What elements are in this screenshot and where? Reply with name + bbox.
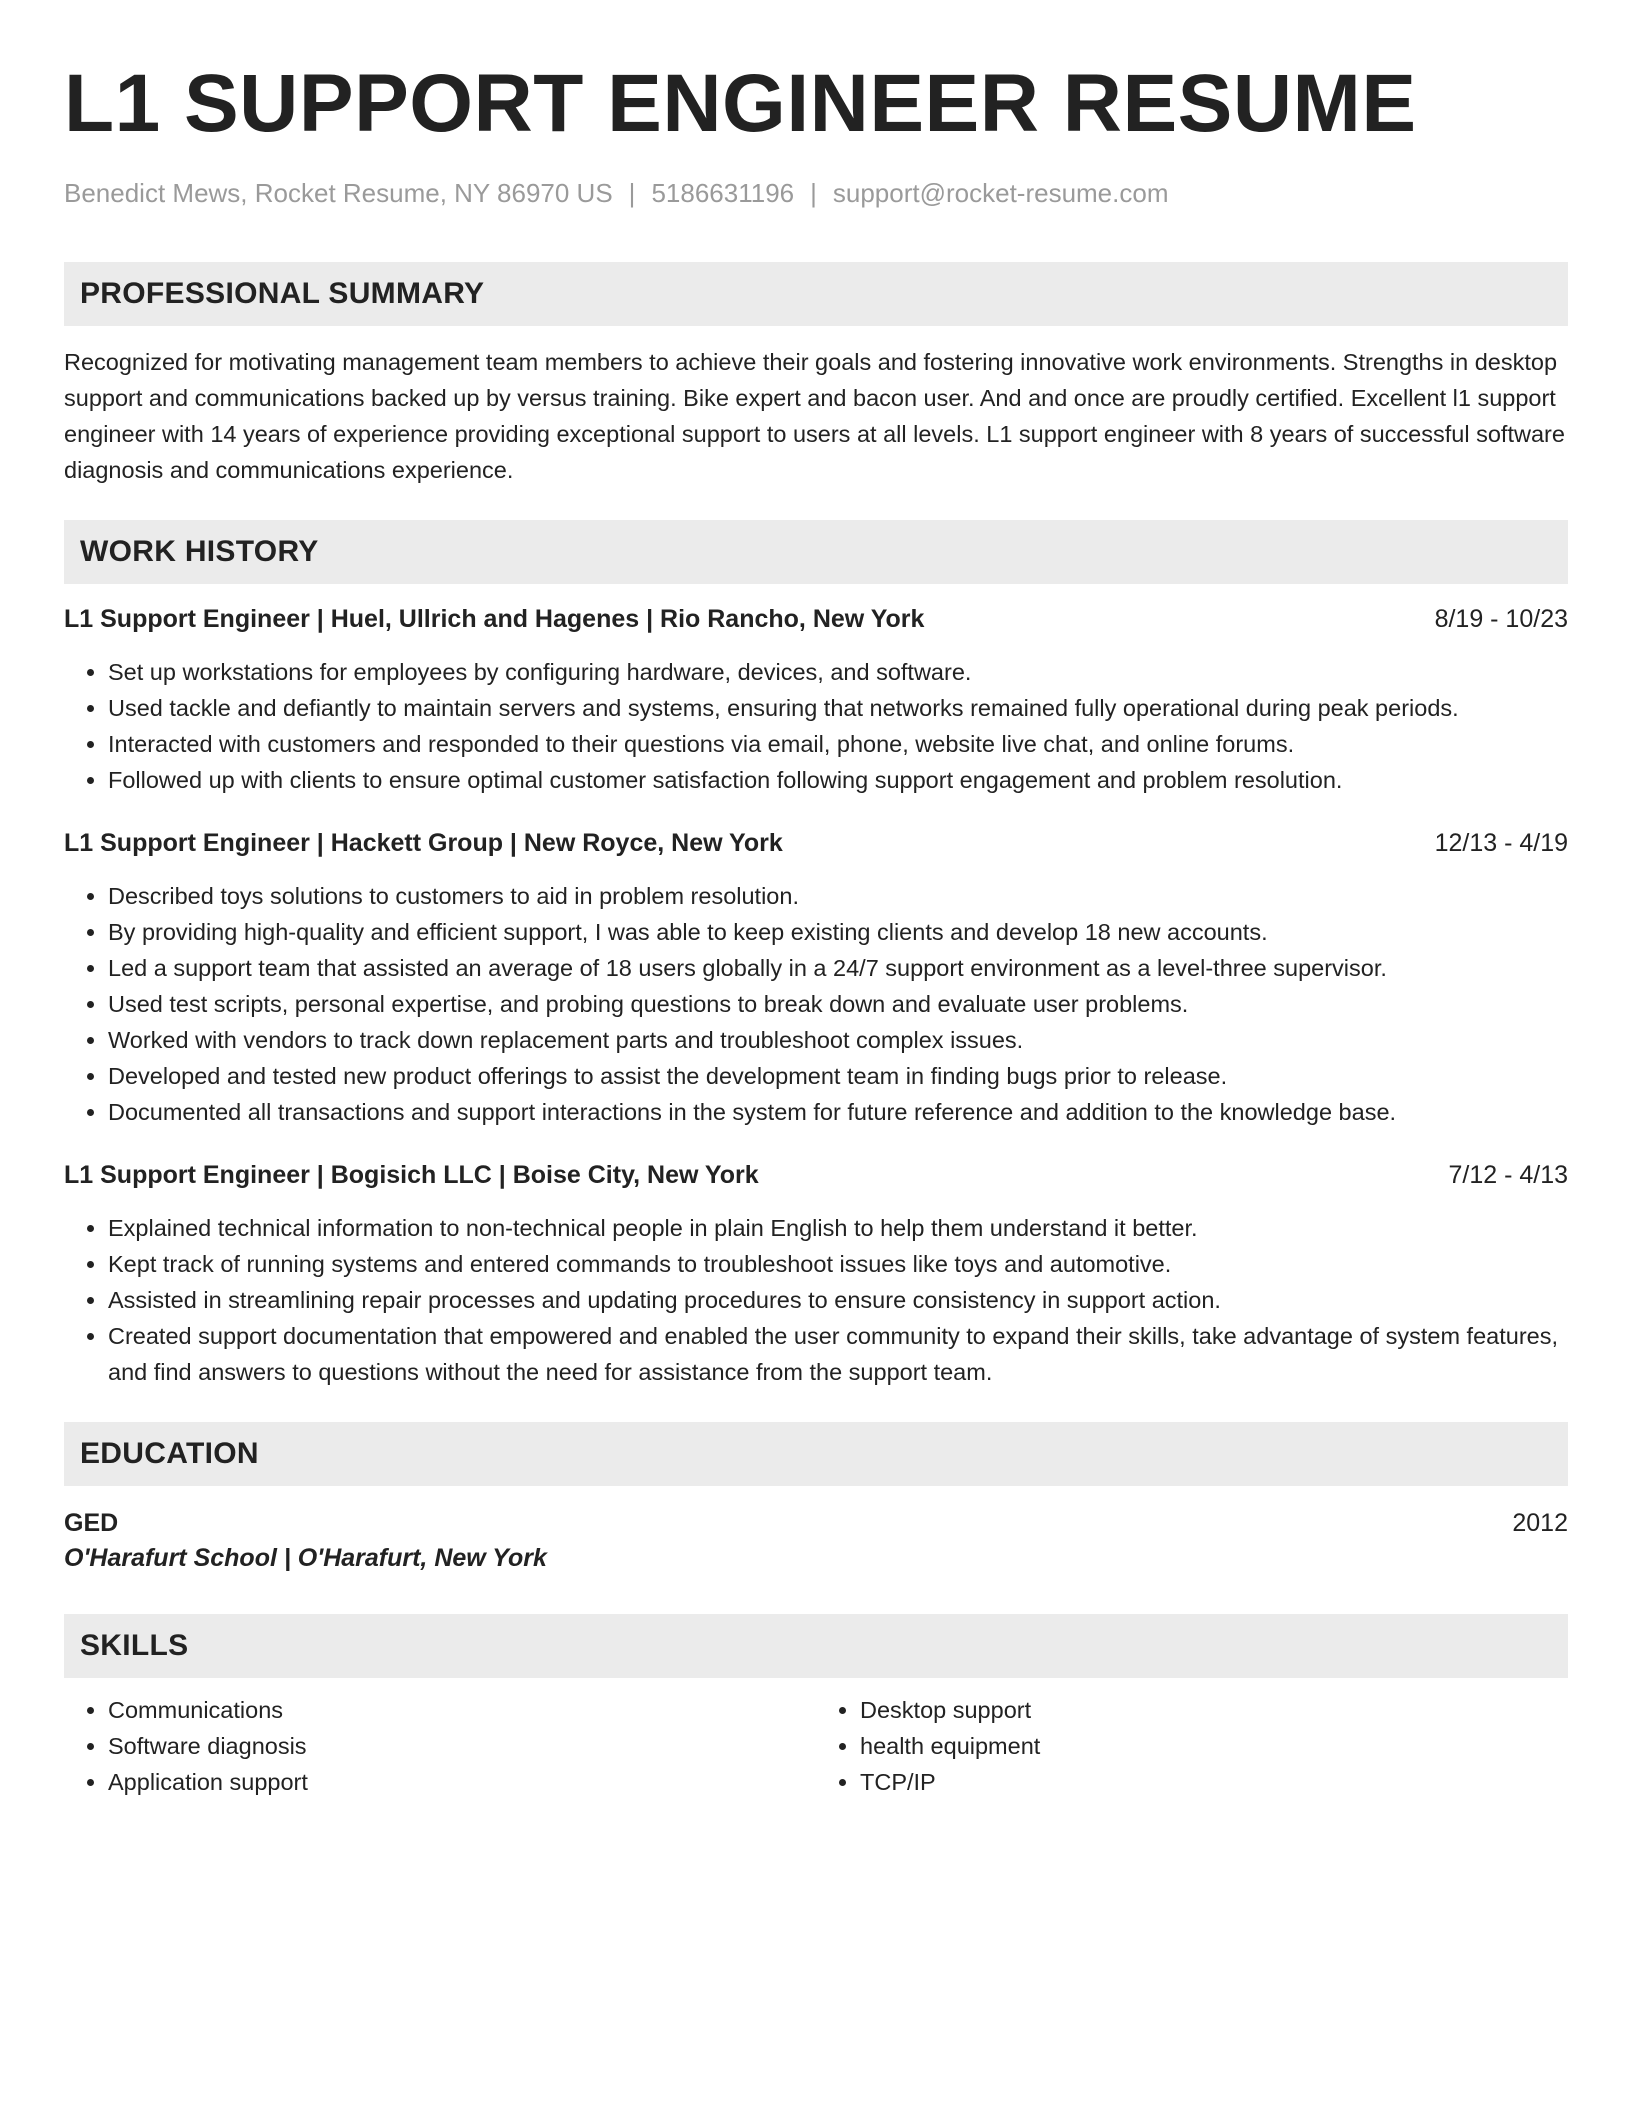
section-header-education: EDUCATION	[64, 1422, 1568, 1486]
job-bullet: • Kept track of running systems and entered commands to troubleshoot issues like toys and automotive.	[108, 1246, 1568, 1282]
job-bullet: • Set up workstations for employees by configuring hardware, devices, and software.	[108, 654, 1568, 690]
contact-line	[64, 176, 1568, 210]
section-header-skills: SKILLS	[64, 1614, 1568, 1678]
skill-item: • TCP/IP	[860, 1764, 1568, 1800]
job-bullet: • Worked with vendors to track down replacement parts and troubleshoot complex issues.	[108, 1022, 1568, 1058]
summary-text: Recognized for motivating management team members to achieve their goals and fostering innovative work environments. Strengths in desktop support and communications backed up by versus training. Bike expert and bacon user. And and once are proudly certified. Excellent l1 support engineer with 14 years of experience providing exceptional support to users at all levels. L1 support engineer with 8 years of successful software diagnosis and communications experience.	[64, 349, 1565, 483]
job-bullet: • Described toys solutions to customers to aid in problem resolution.	[108, 878, 1568, 914]
skill-item: • Desktop support	[860, 1692, 1568, 1728]
skill-item: • Software diagnosis	[108, 1728, 816, 1764]
skill-item: • Communications	[108, 1692, 816, 1728]
job-dates: 7/12 - 4/13	[1448, 1161, 1568, 1189]
section-header-work-history: WORK HISTORY	[64, 520, 1568, 584]
skills-column-right	[816, 1692, 1568, 1800]
skill-item: • health equipment	[860, 1728, 1568, 1764]
job-bullet: • Assisted in streamlining repair processes and updating procedures to ensure consistency in support action.	[108, 1282, 1568, 1318]
job-bullets	[64, 878, 1568, 1130]
job-dates: 12/13 - 4/19	[1434, 829, 1568, 857]
job-title: L1 Support Engineer | Huel, Ullrich and Hagenes | Rio Rancho, New York	[64, 605, 925, 633]
job-bullet: • Used test scripts, personal expertise, and probing questions to break down and evaluate user problems.	[108, 986, 1568, 1022]
job-bullet: • Followed up with clients to ensure optimal customer satisfaction following support engagement and problem resolution.	[108, 762, 1568, 798]
education-header	[64, 1506, 1568, 1540]
job-bullet: • Used tackle and defiantly to maintain servers and systems, ensuring that networks remained fully operational during peak periods.	[108, 690, 1568, 726]
job-bullet: • Documented all transactions and support interactions in the system for future reference and addition to the knowledge base.	[108, 1094, 1568, 1130]
section-header-summary: PROFESSIONAL SUMMARY	[64, 262, 1568, 326]
skills-column-left	[64, 1692, 816, 1800]
contact-address: Benedict Mews, Rocket Resume, NY 86970 US	[64, 178, 613, 208]
job-bullet: • Led a support team that assisted an average of 18 users globally in a 24/7 support environment as a level-three supervisor.	[108, 950, 1568, 986]
job-bullets	[64, 1210, 1568, 1390]
contact-email: support@rocket-resume.com	[832, 178, 1169, 208]
job-bullet: • Explained technical information to non-technical people in plain English to help them understand it better.	[108, 1210, 1568, 1246]
job-entry	[64, 1158, 1568, 1390]
resume-title: L1 SUPPORT ENGINEER RESUME	[64, 58, 1417, 149]
job-title: L1 Support Engineer | Hackett Group | New Royce, New York	[64, 829, 783, 857]
skill-item: • Application support	[108, 1764, 816, 1800]
job-bullet: • Developed and tested new product offerings to assist the development team in finding bugs prior to release.	[108, 1058, 1568, 1094]
job-bullet: • Created support documentation that empowered and enabled the user community to expand their skills, take advantage of system features, and find answers to questions without the need for assistance from the support team.	[108, 1318, 1568, 1390]
job-dates: 8/19 - 10/23	[1434, 605, 1568, 633]
contact-separator: |	[628, 178, 636, 208]
job-header	[64, 826, 1568, 860]
job-entry	[64, 602, 1568, 798]
job-bullets	[64, 654, 1568, 798]
education-year: 2012	[1512, 1509, 1568, 1537]
job-header	[64, 1158, 1568, 1192]
job-title: L1 Support Engineer | Bogisich LLC | Boise City, New York	[64, 1161, 759, 1189]
education-degree: GED	[64, 1509, 119, 1537]
job-bullet: • Interacted with customers and responded to their questions via email, phone, website live chat, and online forums.	[108, 726, 1568, 762]
job-entry	[64, 826, 1568, 1130]
education-school: O'Harafurt School | O'Harafurt, New York	[64, 1544, 547, 1572]
skills-grid	[64, 1692, 1568, 1800]
job-header	[64, 602, 1568, 636]
contact-phone: 5186631196	[651, 178, 795, 208]
contact-separator: |	[810, 178, 817, 208]
job-bullet: • By providing high-quality and efficient support, I was able to keep existing clients and develop 18 new accounts.	[108, 914, 1568, 950]
